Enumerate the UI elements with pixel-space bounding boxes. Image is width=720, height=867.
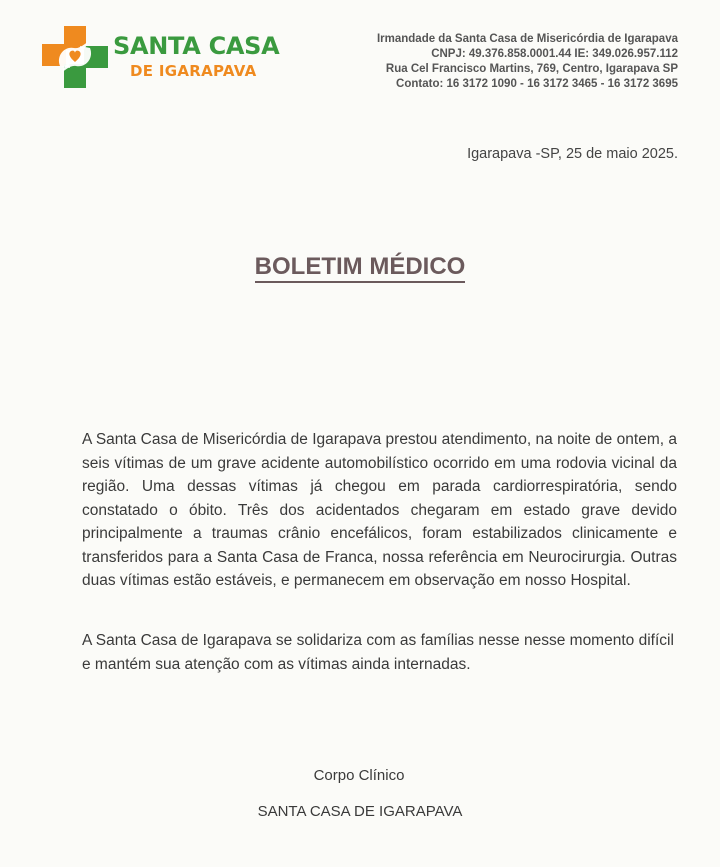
body-paragraph: A Santa Casa de Igarapava se solidariza com as famílias nesse nesse momento difícil e mantém sua atenção com as vítimas ainda internadas. (82, 632, 674, 673)
letterhead-info (377, 32, 678, 92)
contact-phones: Contato: 16 3172 1090 - 16 3172 3465 - 16 3172 3695 (396, 78, 678, 90)
hands-cross-heart-logo-icon (42, 26, 108, 88)
registration-numbers: CNPJ: 49.376.858.0001.44 IE: 349.026.957.112 (431, 48, 678, 60)
logo (42, 26, 282, 90)
body-paragraph: A Santa Casa de Misericórdia de Igarapava prestou atendimento, na noite de ontem, a seis vítimas de um grave acidente automobilístico ocorrido em uma rodovia vicinal da região. Uma dessas vítimas já chegou em parada cardiorrespiratória, sendo constatado o óbito. Três dos acidentados chegaram em estado grave devido principalmente a traumas crânio encefálicos, foram estabilizados clinicamente e transferidos para a Santa Casa de Franca, nossa referência em Neurocirurgia. Outras duas vítimas estão estáveis, e permanecem em observação em nosso Hospital. (82, 431, 677, 589)
document-title (0, 253, 720, 281)
address: Rua Cel Francisco Martins, 769, Centro, Igarapava SP (385, 63, 678, 75)
signature-institution: SANTA CASA DE IGARAPAVA (257, 803, 463, 820)
logo-title: SANTA CASA (113, 32, 280, 60)
document-title-text: BOLETIM MÉDICO (255, 253, 466, 283)
document-date: Igarapava -SP, 25 de maio 2025. (467, 146, 678, 162)
signature-department: Corpo Clínico (313, 767, 405, 784)
institution-name: Irmandade da Santa Casa de Misericórdia de Igarapava (376, 33, 678, 45)
logo-subtitle: DE IGARAPAVA (130, 62, 257, 80)
